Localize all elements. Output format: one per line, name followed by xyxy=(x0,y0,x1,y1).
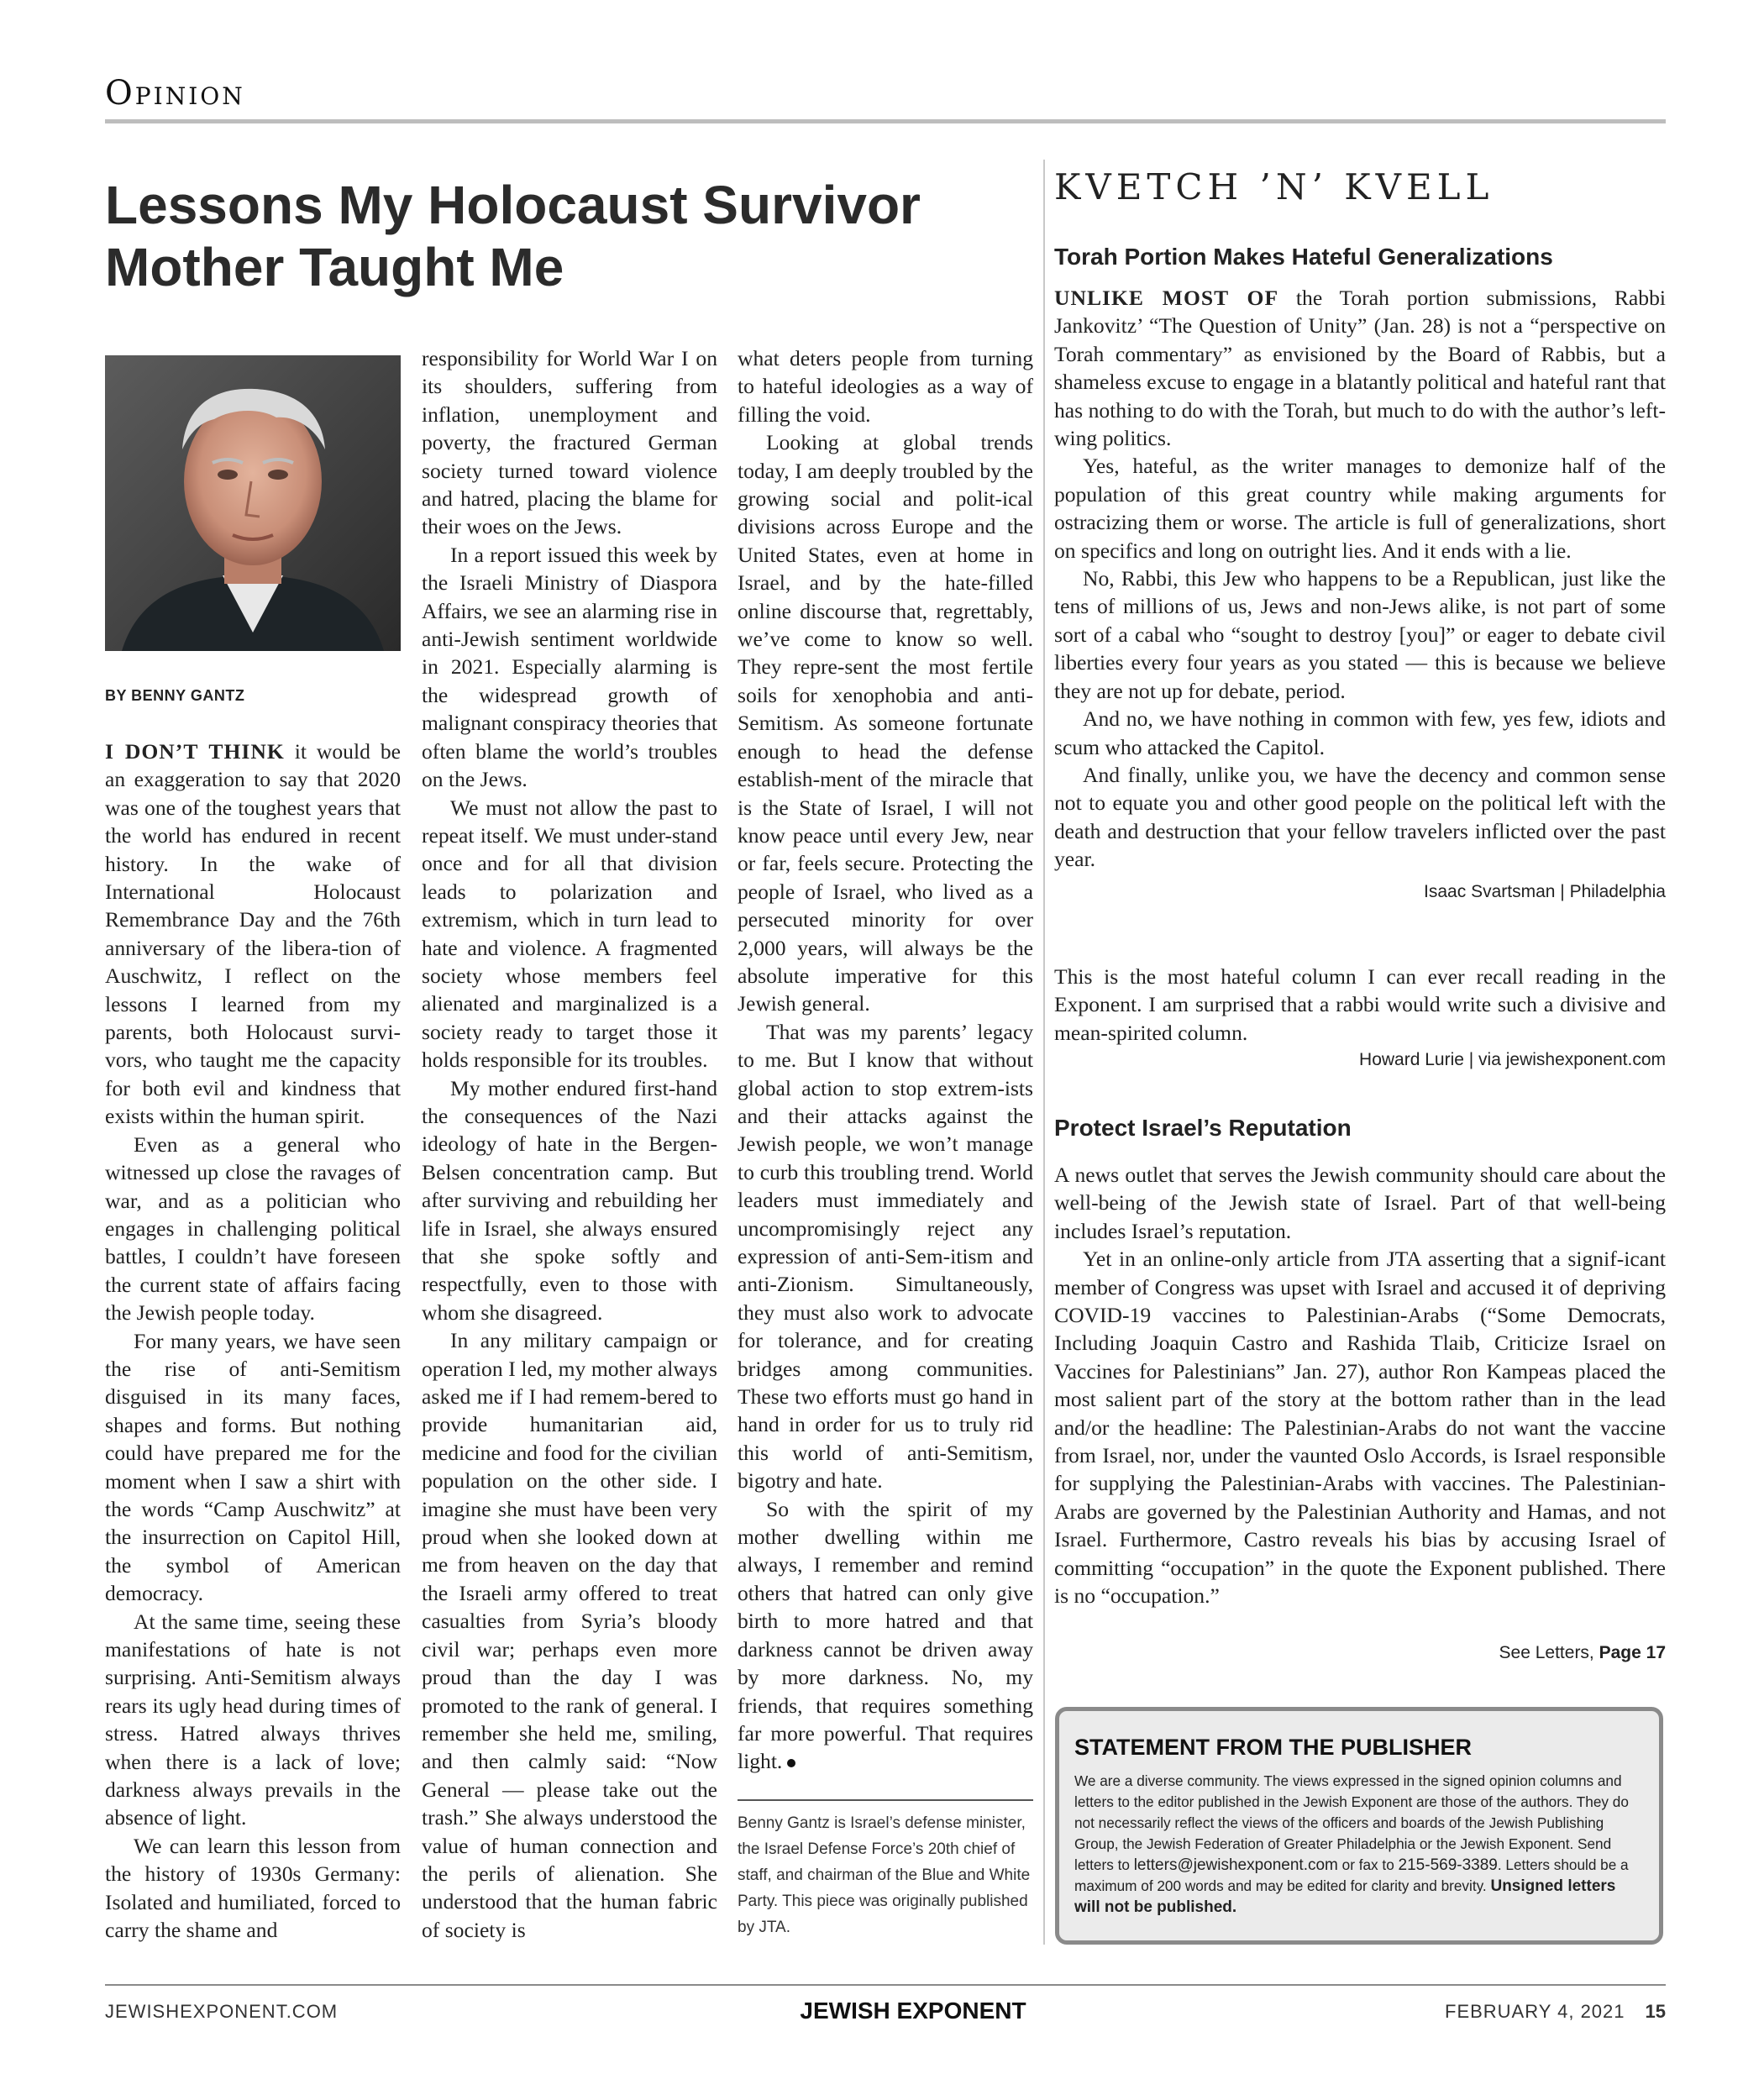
article-paragraph: In any military campaign or operation I led, my mother always asked me if I had remem-bered to provide humanitarian aid, medicine and food for the civilian population on the other side. I imagine she must have been very proud when she looked down at me from heaven on the day that the Israeli army offered to treat casualties from Syria’s bloody civil war; perhaps even more proud than the day I was promoted to the rank of general. I remember she held me, smiling, and then calmly said: “Now General — please take out the trash.” She always understood the value of human connection and the perils of alienation. She understood that the human fabric of society is xyxy=(422,1328,717,1942)
article-paragraph: My mother endured first-hand the consequences of the Nazi ideology of hate in the Bergen-Belsen concentration camp. But after surviving and rebuilding her life in Israel, she always ensured that she spoke softly and respectfully, even to those with whom she disagreed. xyxy=(422,1075,717,1325)
article-paragraph xyxy=(738,1495,1033,1776)
article-paragraph: In a report issued this week by the Israeli Ministry of Diaspora Affairs, we see an alarming rise in anti-Jewish sentiment worldwide in 2021. Especially alarming is the widespread growth of malignant conspiracy theories that often blame the world’s troubles on the Jews. xyxy=(422,542,717,792)
letter-paragraph: No, Rabbi, this Jew who happens to be a Republican, just like the tens of millions of us, Jews and non-Jews alike, is not part of some sort of a cabal who “sought to destroy [you]” or eager to debate civil liberties every four years as you stated — this is because we believe they are not up for debate, period. xyxy=(1054,566,1666,703)
see-letters-label: See Letters, xyxy=(1499,1643,1599,1662)
bio-divider xyxy=(738,1799,1033,1801)
letter-paragraph-text: the Torah portion submissions, Rabbi Jankovitz’ “The Question of Unity” (Jan. 28) is not a “perspective on Torah commentary” as envisioned by the Board of Rabbis, but a shameless excuse to engage in a blatantly political and hateful rant that has nothing to do with the Torah, but much to do with the author’s left-wing politics. xyxy=(1054,286,1666,451)
header-rule xyxy=(105,119,1666,123)
article-lead-words: I DON’T THINK xyxy=(105,739,285,764)
article-paragraph: responsibility for World War I on its shoulders, suffering from inflation, unemployment and poverty, the fractured German society turned toward violence and hatred, placing the blame for their woes on the Jews. xyxy=(422,346,717,539)
publisher-statement-text xyxy=(1074,1771,1644,1918)
letter-3-title: Protect Israel’s Reputation xyxy=(1054,1115,1352,1141)
author-portrait-image xyxy=(105,355,401,651)
letters-section-title: KVETCH ’N’ KVELL xyxy=(1054,166,1494,207)
letter-paragraph: This is the most hateful column I can ever recall reading in the Exponent. I am surprised that a rabbi would write such a divisive and mean-spirited column. xyxy=(1054,964,1666,1045)
article-paragraph: We must not allow the past to repeat itself. We must under-stand once and for all that division leads to polarization and extremism, which in turn lead to hate and violence. A fragmented society whose members feel alienated and marginalized is a society ready to target those it holds responsible for its troubles. xyxy=(422,795,717,1073)
article-paragraph: Looking at global trends today, I am deeply troubled by the growing social and polit-ical divisions across Europe and the United States, even at home in Israel, and by the hate-filled online discourse that, regrettably, we’ve come to know so well. They repre-sent the most fertile soils for xenophobia and anti-Semitism. As someone fortunate enough to head the defense establish-ment of the miracle that is the State of Israel, I will not know peace until every Jew, near or far, feels secure. Protecting the people of Israel, who lived as a persecuted minority for over 2,000 years, will always be the absolute imperative for this Jewish general. xyxy=(738,430,1033,1016)
article-paragraph: Even as a general who witnessed up close the ravages of war, and as a politician who engages in challenging political battles, I couldn’t have foreseen the current state of affairs facing the Jewish people today. xyxy=(105,1131,401,1326)
publisher-text-part: or fax to xyxy=(1337,1856,1399,1873)
article-column-2 xyxy=(422,344,717,1944)
article-headline: Lessons My Holocaust Survivor Mother Taught Me xyxy=(105,175,921,297)
letter-2-body xyxy=(1054,963,1666,1047)
article-byline: BY BENNY GANTZ xyxy=(105,687,245,704)
publisher-statement-title: STATEMENT FROM THE PUBLISHER xyxy=(1074,1735,1472,1760)
footer-date-page xyxy=(1394,2001,1666,2023)
letter-paragraph: Yes, hateful, as the writer manages to demonize half of the population of this great country while making arguments for ostracizing them or worse. The article is full of generalizations, short on specifics and long on outright lies. And it ends with a lie. xyxy=(1054,454,1666,563)
footer-website: JEWISHEXPONENT.COM xyxy=(105,2001,339,2022)
author-photo xyxy=(105,355,401,651)
publisher-fax: 215-569-3389 xyxy=(1398,1856,1498,1874)
footer-rule xyxy=(105,1984,1666,1986)
article-paragraph-text: it would be an exaggeration to say that 2020 was one of the toughest years that the world has endured in recent history. In the wake of International Holocaust Remembrance Day and the 76th anniversary of the libera-tion of Auschwitz, I reflect on the lessons I learned from my parents, both Holocaust survi-vors, who taught me the capacity for both evil and kindness that exists within the human spirit. xyxy=(105,739,401,1129)
letter-1-body xyxy=(1054,284,1666,874)
letter-paragraph: Yet in an online-only article from JTA asserting that a signif-icant member of Congress was upset with Israel and accused it of depriving COVID-19 vaccines to Palestinian-Arabs (“Some Democrats, Including Joaquin Castro and Rashida Tlaib, Criticize Israel on Vaccines for Palestinians” Jan. 27), author Ron Kampeas placed the most salient part of the story at the bottom rather than in the lead and/or the headline: The Palestinian-Arabs do not want the vaccine from Israel, nor, under the vaunted Oslo Accords, is Israel responsible for supplying the Palestinian-Arabs with vaccines. The Palestinian-Arabs are governed by the Palestinian Authority and Hamas, and not Israel. Furthermore, Castro reveals his bias by accusing Israel of committing “occupation” in the quote the Exponent published. There is no “occupation.” xyxy=(1054,1247,1666,1609)
letter-1-signature: Isaac Svartsman | Philadelphia xyxy=(1424,882,1666,901)
author-bio: Benny Gantz is Israel’s defense minister, the Israel Defense Force’s 20th chief of staff, and chairman of the Blue and White Party. This piece was originally published by JTA. xyxy=(738,1814,1031,1936)
article-paragraph xyxy=(105,738,401,1131)
article-paragraph: what deters people from turning to hateful ideologies as a way of filling the void. xyxy=(738,346,1033,427)
article-paragraph-text: So with the spirit of my mother dwelling within me always, I remember and remind others that hatred can only give birth to more hatred and that darkness cannot be driven away by more darkness. No, my friends, that requires something far more powerful. That requires light. xyxy=(738,1496,1033,1774)
footer-page-number: 15 xyxy=(1645,2001,1666,2022)
end-mark-icon xyxy=(787,1759,795,1767)
footer-publication-name: JEWISH EXPONENT xyxy=(800,1998,1026,2024)
article-paragraph: That was my parents’ legacy to me. But I know that without global action to stop extrem-ists and their attacks against the Jewish people, we won’t manage to curb this troubling trend. World leaders must immediately and uncompromisingly reject any expression of anti-Sem-itism and anti-Zionism. Simultaneously, they must also work to advocate for tolerance, and for creating bridges among communities. These two efforts must go hand in hand in order for us to truly rid this world of anti-Semitism, bigotry and hate. xyxy=(738,1019,1033,1494)
letter-lead-words: UNLIKE MOST OF xyxy=(1054,286,1279,310)
article-paragraph: We can learn this lesson from the history of 1930s Germany: Isolated and humiliated, forced to carry the shame and xyxy=(105,1833,401,1943)
publisher-email: letters@jewishexponent.com xyxy=(1133,1856,1338,1874)
article-paragraph: At the same time, seeing these manifestations of hate is not surprising. Anti-Semitism always rears its ugly head during times of stress. Hatred always thrives when there is a lack of love; darkness always prevails in the absence of light. xyxy=(105,1609,401,1830)
letter-paragraph xyxy=(1054,284,1666,452)
letter-paragraph: A news outlet that serves the Jewish community should care about the well-being of the Jewish state of Israel. Part of that well-being includes Israel’s reputation. xyxy=(1054,1163,1666,1243)
article-column-1 xyxy=(105,738,401,1944)
letter-paragraph: And finally, unlike you, we have the decency and common sense not to equate you and other good people on the political left with the death and destruction that your fellow travelers inflicted over the past year. xyxy=(1054,762,1666,872)
letter-3-body xyxy=(1054,1161,1666,1610)
article-paragraph: For many years, we have seen the rise of anti-Semitism disguised in its many faces, shapes and forms. But nothing could have prepared me for the moment when I saw a shirt with the words “Camp Auschwitz” at the insurrection on Capitol Hill, the symbol of American democracy. xyxy=(105,1328,401,1606)
publisher-statement-box xyxy=(1055,1707,1663,1945)
footer-date: FEBRUARY 4, 2021 xyxy=(1445,2001,1625,2022)
article-column-3 xyxy=(738,344,1033,1776)
see-letters-jump xyxy=(1054,1643,1666,1663)
publisher-unsigned-note: Unsigned letters will not be published. xyxy=(1074,1877,1616,1916)
letter-1-title: Torah Portion Makes Hateful Generalizations xyxy=(1054,244,1553,270)
section-label: Opinion xyxy=(105,74,245,113)
publisher-text-part: We are a diverse community. The views expressed in the signed opinion columns and letters to the editor published in the Jewish Exponent are those of the authors. They do not necessarily reflect the views of the officers and boards of the Jewish Publishing Group, the Jewish Federation of Greater Philadelphia or the Jewish Exponent. Send letters to xyxy=(1074,1772,1629,1873)
column-divider xyxy=(1043,160,1045,1945)
see-letters-page: Page 17 xyxy=(1599,1643,1666,1662)
letter-paragraph: And no, we have nothing in common with few, yes few, idiots and scum who attacked the Capitol. xyxy=(1054,706,1666,759)
letter-2-signature: Howard Lurie | via jewishexponent.com xyxy=(1359,1050,1666,1069)
publisher-text-part: . Letters should be a maximum of 200 words and may be edited for clarity and brevity. xyxy=(1074,1856,1629,1894)
